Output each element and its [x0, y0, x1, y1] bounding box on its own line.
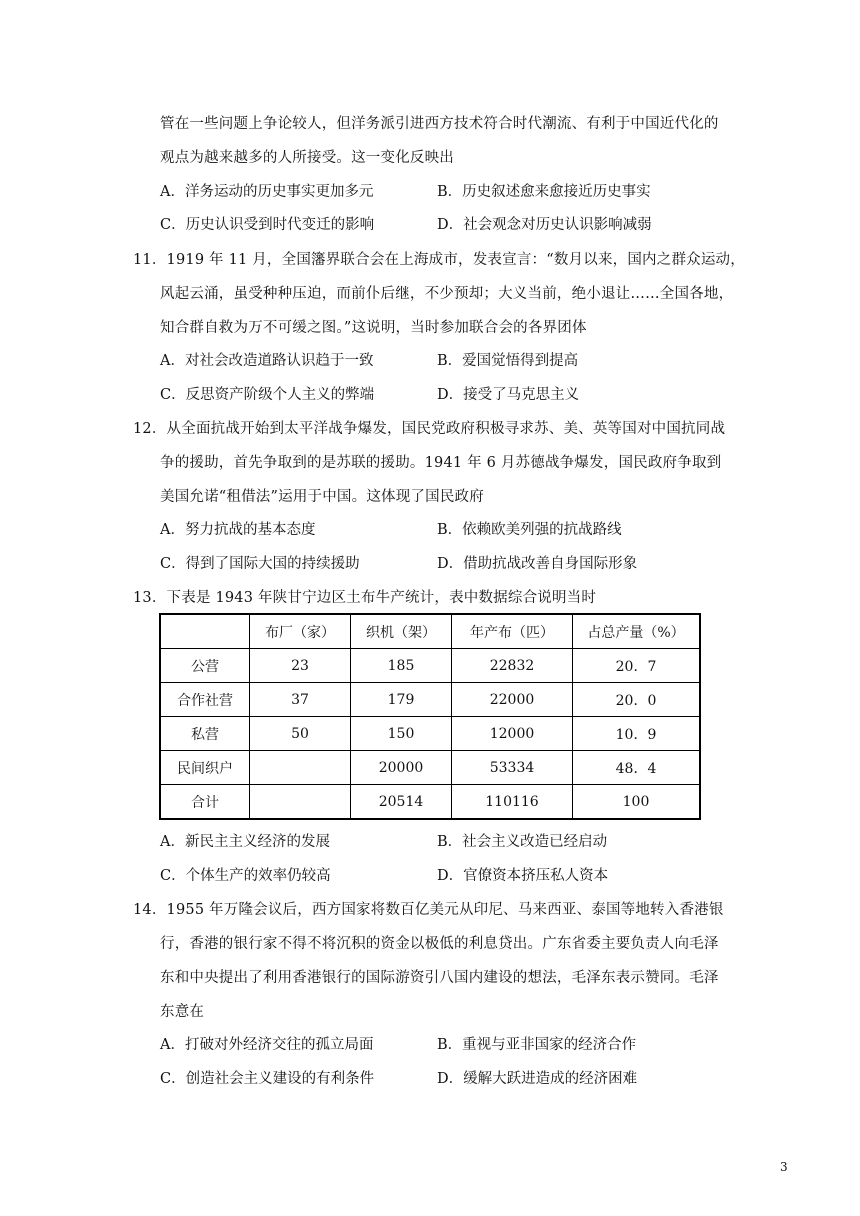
q12-option-b: B．依赖欧美列强的抗战路线	[437, 522, 622, 538]
q14-option-a: A．打破对外经济交往的孤立局面	[160, 1037, 374, 1053]
q12-option-a: A．努力抗战的基本态度	[160, 522, 316, 538]
table-cell: 23	[250, 649, 351, 683]
table-cell: 合计	[160, 785, 250, 820]
table-cell: 53334	[452, 751, 573, 785]
table-cell: 20．7	[573, 649, 701, 683]
table-cell: 20514	[351, 785, 452, 820]
table-cell: 179	[351, 683, 452, 717]
production-table	[159, 613, 701, 820]
q13-option-a: A．新民主主义经济的发展	[160, 834, 330, 850]
table-cell: 私营	[160, 717, 250, 751]
table-cell: 150	[351, 717, 452, 751]
q14-text-line-3: 东和中央提出了利用香港银行的国际游资引八国内建设的想法，毛泽东表示赞同。毛泽	[160, 970, 719, 986]
q10-text-line-2: 观点为越来越多的人所接受。这一变化反映出	[160, 150, 454, 166]
table-row	[160, 649, 700, 683]
table-header-cell: 布厂（家）	[250, 614, 351, 649]
q10-option-b: B．历史叙述愈来愈接近历史事实	[437, 184, 651, 200]
table-cell: 37	[250, 683, 351, 717]
q11-text-line-2: 风起云涌，虽受种种压迫，而前仆后继，不少预却；大义当前，绝小退让……全国各地，	[160, 286, 734, 302]
table-cell: 110116	[452, 785, 573, 820]
q10-option-d: D．社会观念对历史认识影响减弱	[437, 217, 652, 233]
q14-text-line-1: 14．1955 年万隆会议后，西方国家将数百亿美元从印尼、马来西亚、泰国等地转入香港银	[133, 902, 724, 918]
q14-option-d: D．缓解大跃进造成的经济困难	[437, 1071, 638, 1087]
table-cell: 12000	[452, 717, 573, 751]
table-cell: 20．0	[573, 683, 701, 717]
table-cell	[250, 785, 351, 820]
q14-option-c: C．创造社会主义建设的有利条件	[160, 1071, 375, 1087]
table-row	[160, 785, 700, 820]
q10-text-line-1: 管在一些问题上争论较人，但洋务派引进西方技术符合时代潮流、有利于中国近代化的	[160, 116, 719, 132]
table-row	[160, 717, 700, 751]
table-cell: 10．9	[573, 717, 701, 751]
table-row	[160, 751, 700, 785]
table-cell: 20000	[351, 751, 452, 785]
table-header-cell	[160, 614, 250, 649]
q10-option-a: A．洋务运动的历史事实更加多元	[160, 184, 374, 200]
table-cell: 100	[573, 785, 701, 820]
table-header-cell: 织机（架）	[351, 614, 452, 649]
q11-option-c: C．反思资产阶级个人主义的弊端	[160, 387, 375, 403]
q14-text-line-2: 行，香港的银行家不得不将沉积的资金以极低的利息贷出。广东省委主要负责人向毛泽	[160, 936, 719, 952]
page-number: 3	[780, 1160, 788, 1174]
q13-text-line-1: 13．下表是 1943 年陕甘宁边区土布牛产统计，表中数据综合说明当时	[133, 590, 597, 606]
q14-text-line-4: 东意在	[160, 1004, 205, 1020]
table-cell: 公营	[160, 649, 250, 683]
q11-text-line-1: 11．1919 年 11 月，全国籓界联合会在上海成市，发表宣言：“数月以来，国内之群众运动，	[133, 252, 745, 268]
q12-text-line-3: 美国允诺“租借法”运用于中国。这体现了国民政府	[160, 489, 484, 505]
q11-option-d: D．接受了马克思主义	[437, 387, 580, 403]
q10-option-c: C．历史认识受到时代变迁的影响	[160, 217, 375, 233]
table-header-row	[160, 614, 700, 649]
q13-option-b: B．社会主义改造已经启动	[437, 834, 608, 850]
table-cell: 48．4	[573, 751, 701, 785]
q12-option-d: D．借助抗战改善自身国际形象	[437, 556, 638, 572]
q14-option-b: B．重视与亚非国家的经济合作	[437, 1037, 637, 1053]
q13-option-c: C．个体生产的效率仍较高	[160, 868, 331, 884]
table-cell: 民间织户	[160, 751, 250, 785]
table-cell: 22832	[452, 649, 573, 683]
q12-option-c: C．得到了国际大国的持续援助	[160, 556, 360, 572]
table-cell: 22000	[452, 683, 573, 717]
q11-option-b: B．爱国觉悟得到提高	[437, 353, 579, 369]
table-row	[160, 683, 700, 717]
q12-text-line-1: 12．从全面抗战开始到太平洋战争爆发，国民党政府积极寻求苏、美、英等国对中国抗同战	[133, 421, 726, 437]
table-cell: 185	[351, 649, 452, 683]
table-header-cell: 年产布（匹）	[452, 614, 573, 649]
q12-text-line-2: 争的援助，首先争取到的是苏联的援助。1941 年 6 月苏德战争爆发，国民政府争取到	[160, 455, 722, 471]
table-cell: 50	[250, 717, 351, 751]
table-cell	[250, 751, 351, 785]
q13-option-d: D．官僚资本挤压私人资本	[437, 868, 609, 884]
q11-option-a: A．对社会改造道路认识趋于一致	[160, 353, 374, 369]
table-cell: 合作社营	[160, 683, 250, 717]
table-header-cell: 占总产量（%）	[573, 614, 701, 649]
q11-text-line-3: 知合群自救为万不可缓之图。”这说明，当时参加联合会的各界团体	[160, 320, 587, 336]
